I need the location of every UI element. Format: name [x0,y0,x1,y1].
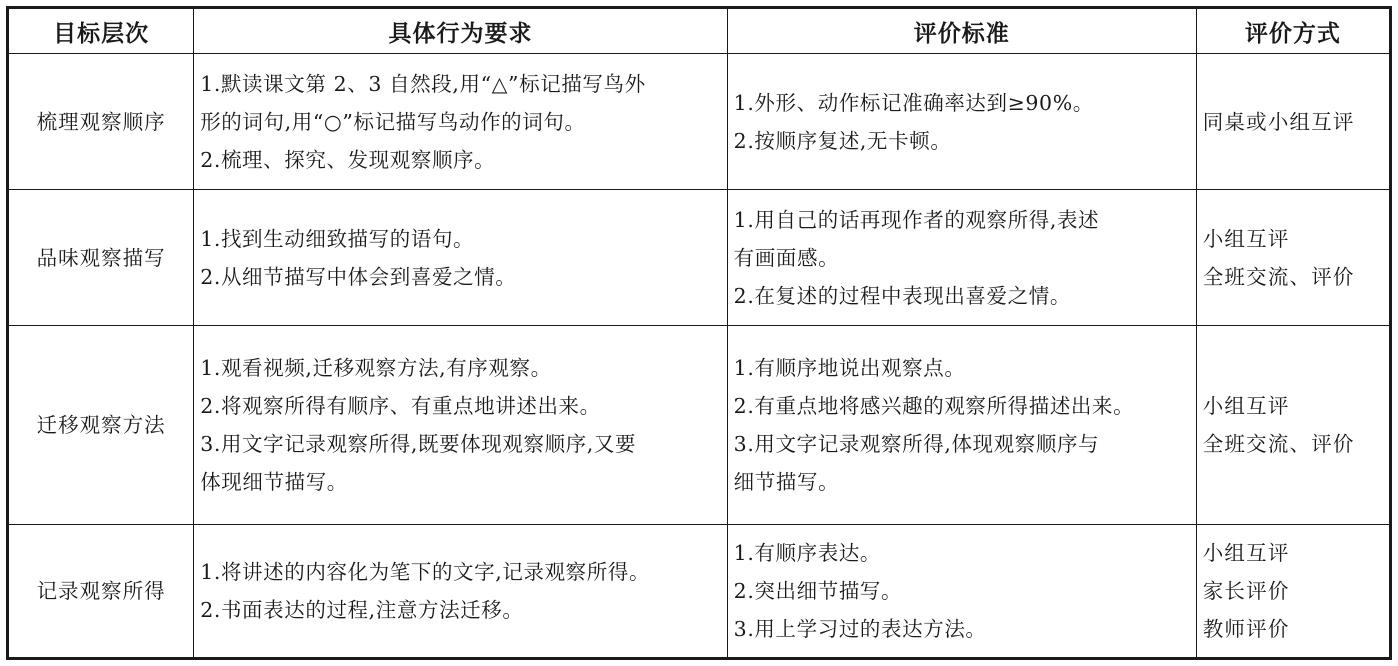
method-line: 小组互评 [1202,394,1290,419]
requirement-line: 2.将观察所得有顺序、有重点地讲述出来。 [200,394,601,419]
requirement-line: 2.梳理、探究、发现观察顺序。 [200,147,496,172]
table-row [8,326,1391,524]
criteria-line: 1.外形、动作标记准确率达到≥90%。 [733,90,1094,115]
criteria-cell [727,524,1196,658]
evaluation-table [6,6,1392,660]
table-row [8,54,1391,190]
level-cell: 品味观察描写 [8,190,194,326]
method-line: 全班交流、评价 [1202,264,1355,289]
requirement-line: 1.观看视频,迁移观察方法,有序观察。 [200,356,552,381]
requirement-line: 体现细节描写。 [200,470,348,495]
requirement-line: 3.用文字记录观察所得,既要体现观察顺序,又要 [200,432,637,457]
method-line: 家长评价 [1202,578,1290,603]
criteria-line: 2.按顺序复述,无卡顿。 [733,128,952,153]
criteria-line: 1.有顺序表达。 [733,540,882,565]
requirement-line: 1.找到生动细致描写的语句。 [200,226,475,251]
header-level: 目标层次 [8,8,194,54]
requirement-line: 1.将讲述的内容化为笔下的文字,记录观察所得。 [200,559,651,584]
method-cell [1196,190,1390,326]
method-cell [1196,524,1390,658]
criteria-line: 有画面感。 [733,245,840,270]
criteria-cell [727,190,1196,326]
requirements-cell [194,54,727,190]
method-line: 全班交流、评价 [1202,432,1355,457]
header-row [8,8,1391,54]
criteria-line: 3.用上学习过的表达方法。 [733,616,987,641]
table-row [8,190,1391,326]
criteria-cell [727,326,1196,524]
requirement-line: 1.默读课文第 2、3 自然段,用“△”标记描写鸟外 [200,71,646,96]
criteria-line: 1.用自己的话再现作者的观察所得,表述 [733,207,1100,232]
criteria-line: 1.有顺序地说出观察点。 [733,356,966,381]
criteria-line: 细节描写。 [733,470,840,495]
criteria-line: 3.用文字记录观察所得,体现观察顺序与 [733,432,1100,457]
requirements-cell [194,524,727,658]
requirements-cell [194,326,727,524]
level-cell: 记录观察所得 [8,524,194,658]
method-line: 小组互评 [1202,226,1290,251]
header-criteria: 评价标准 [727,8,1196,54]
header-method: 评价方式 [1196,8,1390,54]
header-requirements: 具体行为要求 [194,8,727,54]
method-line: 小组互评 [1202,540,1290,565]
method-line: 同桌或小组互评 [1202,109,1355,134]
requirement-line: 形的词句,用“○”标记描写鸟动作的词句。 [200,109,586,134]
method-cell [1196,54,1390,190]
criteria-line: 2.在复述的过程中表现出喜爱之情。 [733,283,1071,308]
level-cell: 迁移观察方法 [8,326,194,524]
criteria-cell [727,54,1196,190]
requirement-line: 2.书面表达的过程,注意方法迁移。 [200,597,524,622]
method-cell [1196,326,1390,524]
method-line: 教师评价 [1202,616,1290,641]
criteria-line: 2.突出细节描写。 [733,578,903,603]
requirements-cell [194,190,727,326]
table-row [8,524,1391,658]
criteria-line: 2.有重点地将感兴趣的观察所得描述出来。 [733,394,1135,419]
requirement-line: 2.从细节描写中体会到喜爱之情。 [200,264,517,289]
level-cell: 梳理观察顺序 [8,54,194,190]
